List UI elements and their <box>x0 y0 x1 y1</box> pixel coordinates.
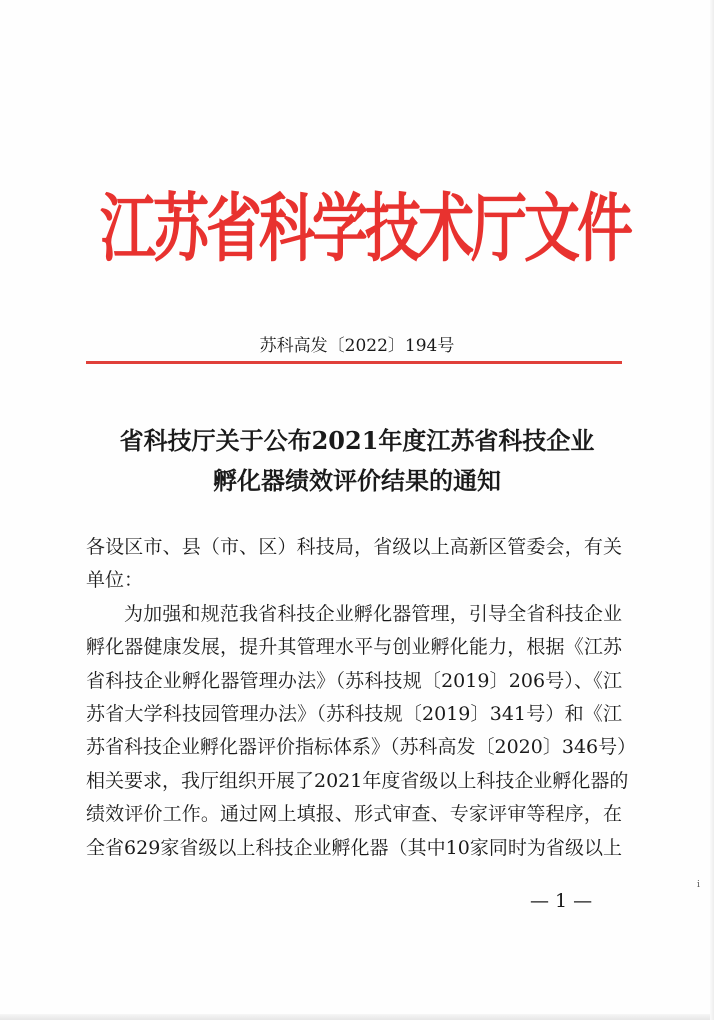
notice-title-line-1: 省科技厅关于公布2021年度江苏省科技企业 <box>119 426 595 455</box>
scan-mark: ⅰ <box>697 880 700 890</box>
notice-title <box>0 421 714 501</box>
body-line: 苏省科技企业孵化器评价指标体系》（苏科高发〔2020〕346号） <box>86 736 637 759</box>
page-bottom-edge <box>0 1014 714 1020</box>
notice-title-line-2: 孵化器绩效评价结果的通知 <box>213 466 501 495</box>
body-line: 相关要求，我厅组织开展了2021年度省级以上科技企业孵化器的 <box>86 769 629 792</box>
body-line: 全省629家省级以上科技企业孵化器（其中10家同时为省级以上 <box>86 836 622 859</box>
body-line: 孵化器健康发展，提升其管理水平与创业孵化能力，根据《江苏 <box>86 636 622 659</box>
document-number: 苏科高发〔2022〕194号 <box>259 336 455 356</box>
page-number: — 1 — <box>530 890 593 912</box>
body-line: 苏省大学科技园管理办法》（苏科技规〔2019〕341号）和《江 <box>86 702 622 725</box>
body-line-addressee: 各设区市、县（市、区）科技局，省级以上高新区管委会，有关 <box>86 536 622 558</box>
masthead-title: 江苏省科学技术厅文件 <box>100 186 630 273</box>
body-line-addressee-end: 单位： <box>86 569 144 592</box>
notice-body <box>86 531 637 865</box>
body-line: 绩效评价工作。通过网上填报、形式审查、专家评审等程序，在 <box>86 803 622 826</box>
body-line-paragraph-start: 为加强和规范我省科技企业孵化器管理，引导全省科技企业 <box>124 602 622 625</box>
page-right-edge <box>710 0 714 1020</box>
red-divider-line <box>86 361 622 364</box>
body-line: 省科技企业孵化器管理办法》（苏科技规〔2019〕206号）、《江 <box>86 669 622 692</box>
